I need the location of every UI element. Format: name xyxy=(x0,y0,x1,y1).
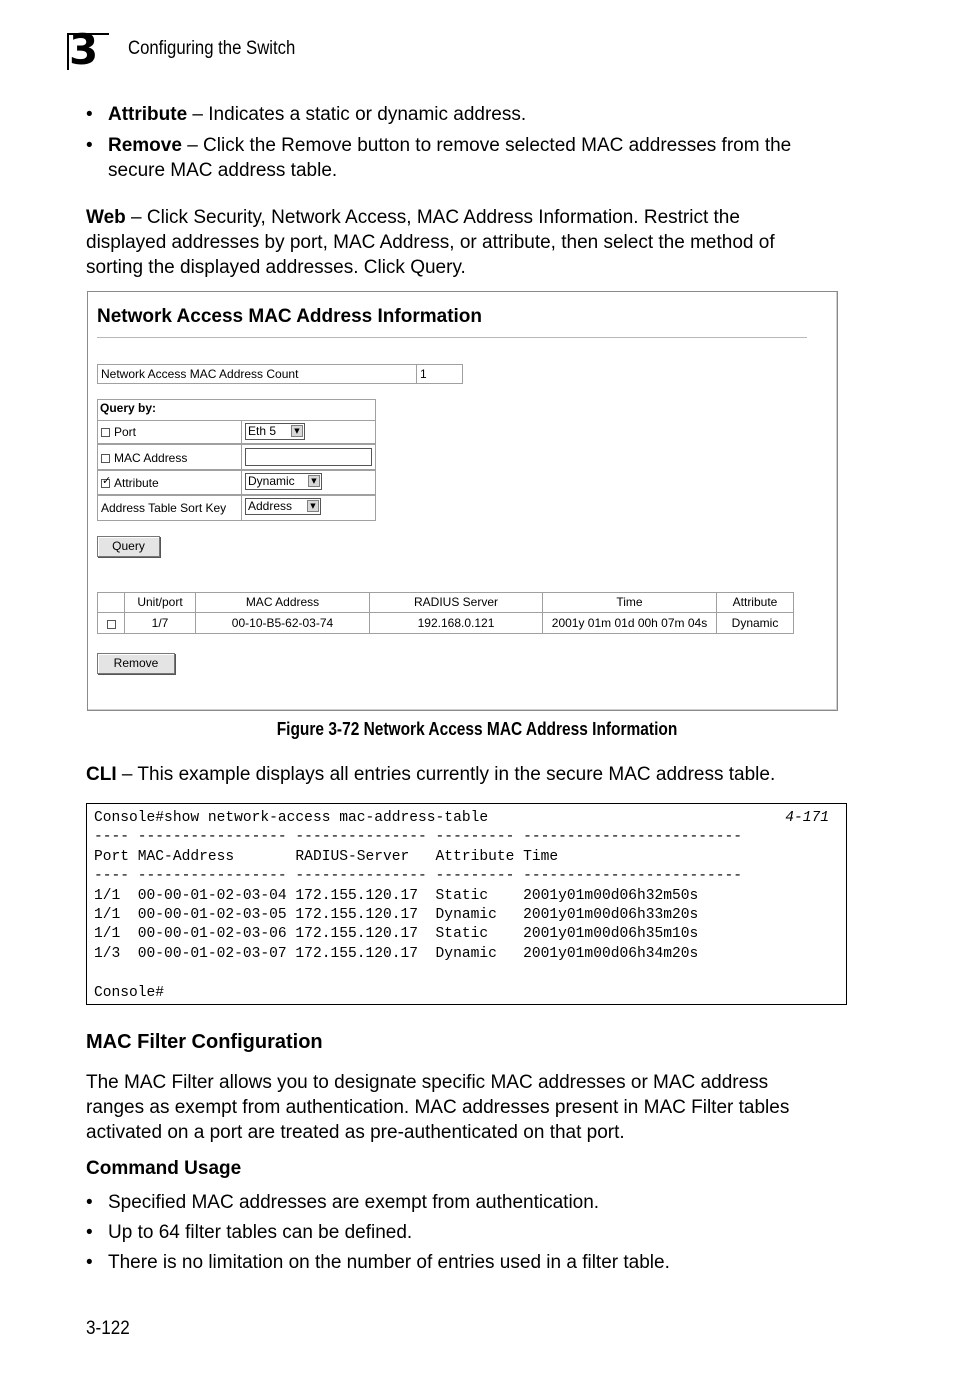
row-select-cell xyxy=(97,612,125,634)
bullet-text: – Click the Remove button to remove selected MAC addresses from the xyxy=(181,135,792,156)
row-checkbox[interactable] xyxy=(107,620,116,629)
header-unit-port: Unit/port xyxy=(124,592,196,613)
sort-key-select[interactable] xyxy=(245,498,321,515)
count-value: 1 xyxy=(416,364,463,384)
header-time: Time xyxy=(542,592,717,613)
bullet-term: Attribute xyxy=(108,104,188,125)
section-line3: activated on a port are treated as pre-authenticated on that port. xyxy=(86,1122,625,1143)
table-cell-time: 2001y 01m 01d 00h 07m 04s xyxy=(542,612,717,634)
chevron-down-icon[interactable]: ▼ xyxy=(308,475,320,487)
sort-label-cell xyxy=(97,495,242,521)
port-label-cell xyxy=(97,420,242,444)
web-line3: sorting the displayed addresses. Click Query. xyxy=(86,257,466,278)
port-label: Port xyxy=(114,425,137,439)
table-cell-attribute: Dynamic xyxy=(716,612,794,634)
command-usage-heading: Command Usage xyxy=(86,1158,242,1179)
attribute-select-value: Dynamic xyxy=(248,474,295,488)
usage-bullet-text: There is no limitation on the number of entries used in a filter table. xyxy=(108,1252,670,1273)
section-heading: MAC Filter Configuration xyxy=(86,1031,323,1053)
port-checkbox[interactable] xyxy=(101,428,110,437)
attribute-label-cell xyxy=(97,470,242,495)
page-number: 3-122 xyxy=(86,1318,130,1339)
port-select[interactable] xyxy=(245,423,305,440)
figure-caption: Figure 3-72 Network Access MAC Address Information xyxy=(276,719,678,739)
attribute-checkbox[interactable] xyxy=(101,479,110,488)
cli-paragraph xyxy=(86,762,775,787)
chapter-number: 3 xyxy=(69,25,98,74)
mac-address-checkbox[interactable] xyxy=(101,454,110,463)
mac-address-label: MAC Address xyxy=(114,451,188,465)
chevron-down-icon[interactable]: ▼ xyxy=(307,500,319,512)
cli-term: CLI xyxy=(86,764,117,785)
attribute-select[interactable] xyxy=(245,473,322,490)
console-text: Console#show network-access mac-address-table ---- ----------------- --------------- --------- ------------------------- Port MAC-Address RADIUS-Server Attribute Time ---- ----------------- --------------- --------- ------------------------- 1/1 00-00-01-02-03-04 172.155.120.17 Static 2001y01m00d06h32m50s 1/1 00-00-01-02-03-05 172.155.120.17 Dynamic 2001y01m00d06h33m20s 1/1 00-00-01-02-03-06 172.155.120.17 Static 2001y01m00d06h35m10s 1/3 00-00-01-02-03-07 172.155.120.17 Dynamic 2001y01m00d06h34m20s Console# xyxy=(94,810,743,1001)
ui-page-title: Network Access MAC Address Information xyxy=(97,306,483,327)
header-mac-address: MAC Address xyxy=(195,592,370,613)
usage-bullet-text: Up to 64 filter tables can be defined. xyxy=(108,1222,413,1243)
sort-key-select-value: Address xyxy=(248,499,293,513)
section-paragraph xyxy=(86,1070,789,1145)
header-attribute: Attribute xyxy=(716,592,794,613)
chevron-down-icon[interactable]: ▼ xyxy=(291,425,303,437)
title-divider xyxy=(97,337,807,338)
port-select-value: Eth 5 xyxy=(248,424,277,438)
mac-address-input[interactable] xyxy=(245,448,372,466)
table-cell-unit-port: 1/7 xyxy=(124,612,196,634)
table-cell-radius: 192.168.0.121 xyxy=(369,612,543,634)
select-header-cell xyxy=(97,592,125,613)
table-cell-mac: 00-10-B5-62-03-74 xyxy=(195,612,370,634)
web-line1: – Click Security, Network Access, MAC Address Information. Restrict the xyxy=(125,207,740,228)
count-label: Network Access MAC Address Count xyxy=(97,364,417,384)
section-line1: The MAC Filter allows you to designate specific MAC addresses or MAC address xyxy=(86,1072,769,1093)
attribute-label: Attribute xyxy=(114,476,159,490)
bullet-text: – Indicates a static or dynamic address. xyxy=(187,104,527,125)
chapter-title: Configuring the Switch xyxy=(128,38,296,59)
console-output xyxy=(86,803,847,1005)
header-radius-server: RADIUS Server xyxy=(369,592,543,613)
section-line2: ranges as exempt from authentication. MAC addresses present in MAC Filter tables xyxy=(86,1097,790,1118)
usage-bullet-text: Specified MAC addresses are exempt from authentication. xyxy=(108,1192,600,1213)
query-by-label: Query by: xyxy=(100,401,157,415)
sort-key-label: Address Table Sort Key xyxy=(101,501,227,515)
query-button[interactable]: Query xyxy=(97,536,160,557)
bullet-term: Remove xyxy=(108,135,182,156)
cli-text: – This example displays all entries currently in the secure MAC address table. xyxy=(116,764,776,785)
remove-button[interactable]: Remove xyxy=(97,653,175,674)
bullet-continuation: secure MAC address table. xyxy=(108,160,338,181)
web-paragraph xyxy=(86,205,775,280)
command-reference: 4-171 xyxy=(785,810,829,826)
mac-label-cell xyxy=(97,444,242,470)
web-term: Web xyxy=(86,207,126,228)
web-line2: displayed addresses by port, MAC Address, or attribute, then select the method of xyxy=(86,232,775,253)
